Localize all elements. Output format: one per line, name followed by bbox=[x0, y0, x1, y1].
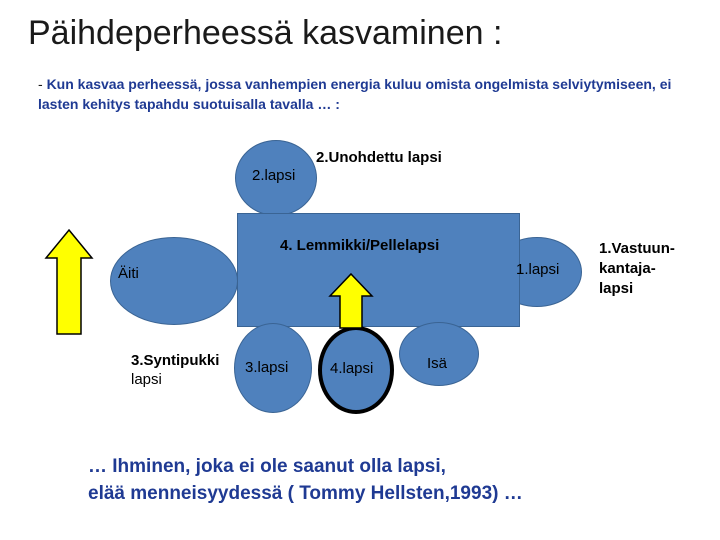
label-isa: Isä bbox=[427, 355, 448, 372]
label-aiti: Äiti bbox=[118, 265, 139, 282]
label-lapsi3: 3.lapsi bbox=[245, 359, 289, 376]
label-syntipukki-lapsi bbox=[131, 351, 219, 389]
center-up-arrow-icon bbox=[328, 272, 374, 330]
intro-dash: - bbox=[38, 76, 47, 92]
hellsten-quote bbox=[88, 453, 523, 507]
label-lapsi2: 2.lapsi bbox=[252, 167, 296, 184]
syntipukki-line2: lapsi bbox=[131, 371, 162, 388]
family-rectangle bbox=[237, 213, 520, 327]
vastuun-line3: lapsi bbox=[599, 280, 634, 297]
vastuun-line2: kantaja- bbox=[599, 260, 656, 277]
syntipukki-line1: 3.Syntipukki bbox=[131, 352, 220, 369]
label-lemmikki-pellelapsi: 4. Lemmikki/Pellelapsi bbox=[280, 237, 440, 254]
quote-line1: … Ihminen, joka ei ole saanut olla lapsi, bbox=[88, 456, 446, 477]
left-up-arrow-icon bbox=[44, 228, 94, 336]
label-unohdettu-lapsi: 2.Unohdettu lapsi bbox=[316, 149, 442, 166]
intro-body: Kun kasvaa perheessä, jossa vanhempien energia kuluu omista ongelmista selviytymiseen, ei lasten kehitys tapahdu suotuisalla tavalla … : bbox=[38, 76, 672, 112]
label-vastuunkantaja-lapsi bbox=[599, 239, 694, 299]
label-lapsi4: 4.lapsi bbox=[330, 360, 374, 377]
quote-line2: elää menneisyydessä ( Tommy Hellsten,1993) … bbox=[88, 483, 523, 504]
page-title: Päihdeperheessä kasvaminen : bbox=[28, 14, 503, 52]
label-lapsi1: 1.lapsi bbox=[516, 261, 560, 278]
ellipse-isa bbox=[399, 322, 479, 386]
intro-text bbox=[38, 74, 678, 114]
vastuun-line1: 1.Vastuun- bbox=[599, 240, 675, 257]
